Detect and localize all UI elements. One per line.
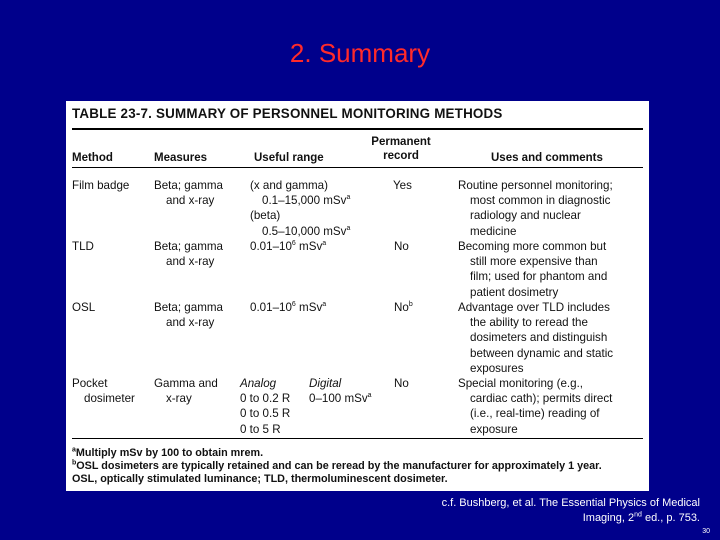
uses-line: between dynamic and static — [470, 346, 614, 360]
row-osl-range: $0.01-10^6$ mSv$^a$ — [250, 301, 327, 314]
uses-line: film; used for phantom and — [470, 270, 608, 284]
uses-line: Advantage over TLD includes — [458, 301, 610, 314]
row-film-measures — [154, 178, 223, 208]
row-osl-measures — [154, 300, 223, 330]
digital-range: 0–100 mSv$^a$ — [309, 392, 372, 406]
measures-line: Gamma and — [154, 377, 218, 390]
uses-line: the ability to reread the — [470, 316, 588, 330]
row-film-range — [250, 178, 350, 239]
method-line: dosimeter — [84, 392, 135, 406]
measures-line: and x-ray — [166, 194, 215, 208]
row-pocket-measures — [154, 376, 218, 406]
row-film-record: Yes — [393, 179, 412, 192]
row-pocket-digital — [309, 376, 372, 406]
measures-line: and x-ray — [166, 255, 215, 269]
uses-line: exposures — [470, 361, 524, 375]
header-method: Method — [72, 152, 113, 164]
uses-line: still more expensive than — [470, 255, 598, 269]
row-pocket-uses — [458, 376, 612, 437]
range-line: (beta) — [250, 209, 281, 223]
header-useful-range: Useful range — [254, 152, 324, 164]
citation-line1: c.f. Bushberg, et al. The Essential Physics of Medical — [441, 497, 700, 509]
citation-line2: Imaging, 2nd ed., p. 753. — [582, 511, 700, 524]
uses-line: most common in diagnostic — [470, 194, 611, 208]
analog-line: 0 to 0.2 R — [240, 392, 291, 406]
uses-line: medicine — [470, 224, 517, 238]
header-measures: Measures — [154, 152, 208, 164]
uses-line: (i.e., real-time) reading of — [470, 407, 600, 421]
range-line: 0.1–15,000 mSv$^a$ — [262, 194, 351, 208]
slide-number: 30 — [702, 528, 710, 535]
table-caption: TABLE 23-7. SUMMARY OF PERSONNEL MONITORING METHODS — [72, 106, 503, 121]
uses-line: Becoming more common but — [458, 240, 607, 253]
row-tld-record: No — [394, 240, 409, 253]
row-tld-measures — [154, 239, 223, 269]
uses-line: radiology and nuclear — [470, 209, 581, 223]
header-uses: Uses and comments — [491, 152, 603, 164]
uses-line: patient dosimetry — [470, 285, 559, 299]
measures-line: and x-ray — [166, 316, 215, 330]
row-osl-uses — [458, 300, 613, 376]
row-osl-method: OSL — [72, 301, 96, 314]
analog-label: Analog — [240, 377, 277, 390]
measures-line: Beta; gamma — [154, 301, 223, 314]
row-pocket-analog — [240, 376, 290, 437]
row-osl-record: No$^b$ — [394, 301, 413, 314]
footnote-a: $^a$Multiply mSv by 100 to obtain mrem. — [72, 446, 264, 459]
table-top-rule — [72, 128, 643, 130]
row-film-method: Film badge — [72, 179, 130, 192]
row-film-uses — [458, 178, 613, 239]
analog-line: 0 to 0.5 R — [240, 407, 291, 421]
uses-line: exposure — [470, 422, 518, 436]
uses-line: Special monitoring (e.g., — [458, 377, 584, 390]
uses-line: dosimeters and distinguish — [470, 331, 608, 345]
uses-line: Routine personnel monitoring; — [458, 179, 613, 192]
table-panel — [66, 101, 649, 491]
analog-line: 0 to 5 R — [240, 422, 281, 436]
range-line: 0.5–10,000 mSv$^a$ — [262, 224, 351, 238]
measures-line: Beta; gamma — [154, 179, 223, 192]
row-tld-method: TLD — [72, 240, 94, 253]
row-tld-range: $0.01-10^6$ mSv$^a$ — [250, 240, 327, 253]
table-header-rule — [72, 167, 643, 168]
row-tld-uses — [458, 239, 607, 300]
slide-title: 2. Summary — [289, 38, 431, 68]
measures-line: x-ray — [166, 392, 192, 406]
citation — [410, 496, 700, 526]
digital-label: Digital — [309, 377, 342, 390]
range-line: (x and gamma) — [250, 179, 328, 192]
header-permanent-record — [366, 135, 436, 163]
footnote-abbreviations: OSL, optically stimulated luminance; TLD, thermoluminescent dosimeter. — [72, 473, 448, 485]
row-pocket-method — [72, 376, 135, 406]
header-record-line2: record — [383, 150, 419, 162]
method-line: Pocket — [72, 377, 108, 390]
row-pocket-record: No — [394, 377, 409, 390]
uses-line: cardiac cath); permits direct — [470, 392, 613, 406]
footnote-b: $^b$OSL dosimeters are typically retained and can be reread by the manufacturer for approximately 1 year. — [72, 459, 602, 472]
header-record-line1: Permanent — [371, 136, 431, 148]
table-bottom-rule — [72, 438, 643, 439]
measures-line: Beta; gamma — [154, 240, 223, 253]
